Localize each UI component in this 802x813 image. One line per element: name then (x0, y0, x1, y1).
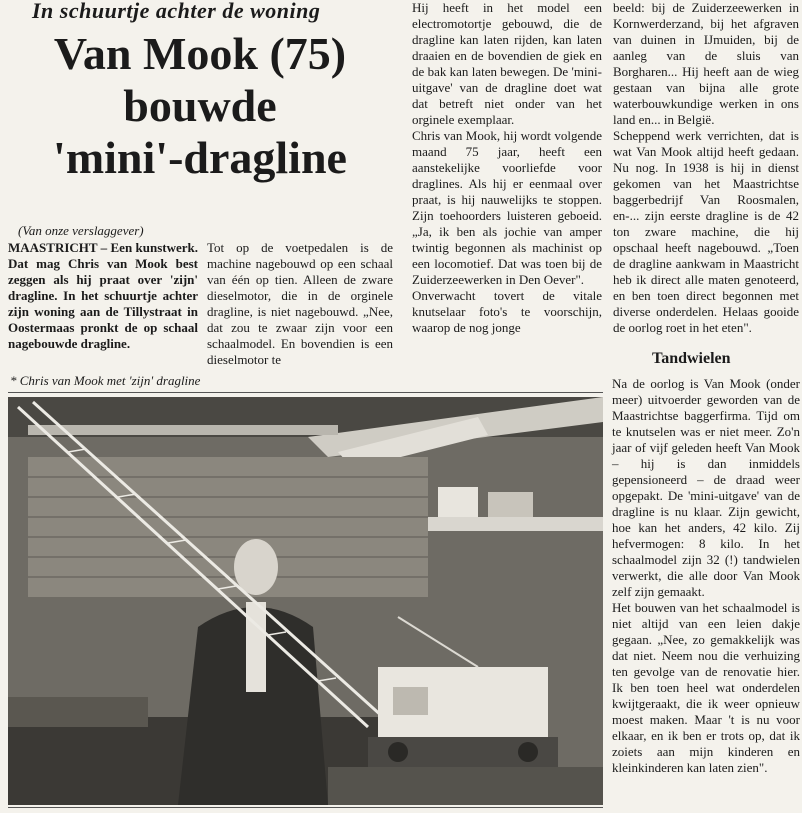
column-c-paragraph: beeld: bij de Zuiderzeewerken in Kornwerderzand, bij het afgraven van duinen in IJmuiden, bij de aanleg van de sluis van Borgharen... Hij heeft aan de wieg gestaan van bijna alle grote waterbouwkundige werken in ons land en... in België. (613, 0, 799, 127)
caption-rule (8, 392, 603, 393)
headline-line-2: bouwde (123, 80, 277, 131)
column-d (612, 376, 800, 813)
column-c-paragraph: Scheppend werk verrichten, dat is wat Van Mook altijd heeft gedaan. Nu nog. In 1938 is hij in dienst gekomen van het Maastrichtse baggerbedrijf Van Roosmalen, en-... zijn eerste dragline is de 42 ton zware machine, die hij opschaal heeft nagebouwd. „Toen de dragline aankwam in Maastricht heb ik direct alle maten genoteerd, en ben toen direct begonnen met diverse onderdelen. Helaas gooide de oorlog roet in het eten". (613, 128, 799, 335)
lead-paragraph: MAASTRICHT – Een kunstwerk. Dat mag Chris van Mook best zeggen als hij praat over 'zijn' dragline. In het schuurtje achter zijn woning aan de Tillystraat in Oostermaas pronkt de op schaal nagebouwde dragline. (8, 240, 198, 351)
column-b (412, 0, 602, 358)
headline-line-1: Van Mook (75) (53, 28, 347, 79)
photo (8, 397, 603, 805)
bottom-rule (8, 807, 603, 808)
column-a-text: Tot op de voetpedalen is de machine nagebouwd op een schaal van één op tien. Alleen de zware dieselmotor, die in de orginele dragline, is niet nagebouwd. „Nee, dat zou te zwaar zijn voor een schaalmodel. En bovendien is een dieselmotor te (207, 240, 393, 367)
column-b-paragraph: Chris van Mook, hij wordt volgende maand 75 jaar, heeft een aanstekelijke voorliefde voor draglines. Als hij er eenmaal over praat, is hij nauwelijks te stoppen. Zijn toehoorders luisteren geboeid. „Ja, ik ben als jochie van amper twintig begonnen als machinist op een locomotief. Dat was toen bij de Zuiderzeewerken in Den Oever". (412, 128, 602, 287)
headline (10, 28, 390, 184)
byline: (Van onze verslaggever) (18, 223, 144, 238)
column-c (613, 0, 799, 340)
subheading: Tandwielen (652, 350, 731, 367)
column-b-paragraph: Hij heeft in het model een electromotortje gebouwd, die de dragline kan laten rijden, kan laten draaien en de bovendien de giek en de bak kan laten bewegen. De 'mini-uitgave' van de dragline doet wat dat betreft niet onder van het orginele exemplaar. (412, 0, 602, 127)
column-b-paragraph: Onverwacht tovert de vitale knutselaar foto's te voorschijn, waarop de nog jonge (412, 288, 602, 335)
photo-caption: * Chris van Mook met 'zijn' dragline (10, 373, 201, 388)
column-d-paragraph: Het bouwen van het schaalmodel is niet altijd van een leien dakje gegaan. „Nee, zo gemakkelijk was dat niet. Neem nou die verhuizing ten gevolge van de renovatie hier. Ik ben toen heel wat onderdelen kwijtgeraakt, die ik weer opnieuw moest maken. Maar 't is nu voor elkaar, en ik ben er trots op, dat ik zoiets aan mijn kinderen en kleinkinderen kan laten zien". (612, 600, 800, 775)
headline-line-3: 'mini'-dragline (53, 132, 347, 183)
column-d-paragraph: Na de oorlog is Van Mook (onder meer) uitvoerder geworden van de Maastrichtse baggerfirma. Tijd om te knutselen was er niet meer. Zo'n jaar of vijf geleden heeft Van Mook – hij is dan inmiddels gepensioneerd – de draad weer opgepakt. De 'mini-uitgave' van de dragline is nu klaar. Zijn gewicht, hoe kan het anders, 42 kilo. Zij hefvermogen: 8 kilo. In het schaalmodel zijn 32 (!) tandwielen verwerkt, die alle door Van Mook zelf zijn gemaakt. (612, 376, 800, 599)
kicker: In schuurtje achter de woning (32, 0, 321, 23)
column-a (207, 240, 393, 367)
photo-illustration (8, 397, 603, 805)
